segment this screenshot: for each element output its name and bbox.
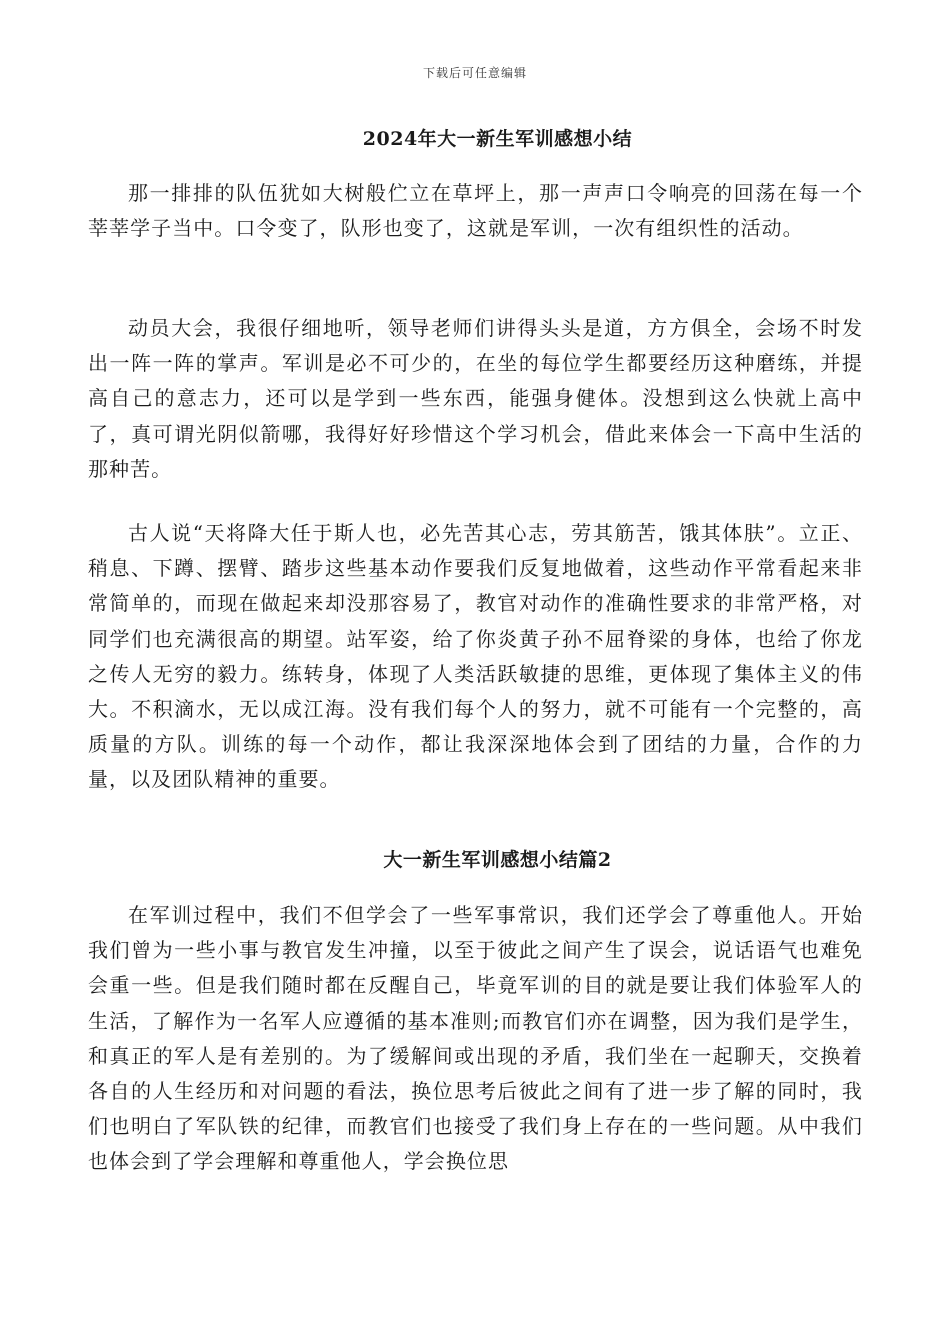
section-2-title: 大一新生军训感想小结篇2 <box>383 849 612 871</box>
paragraph-3: 古人说“天将降大任于斯人也，必先苦其心志，劳其筋苦，饿其体肤”。立正、稍息、下蹲、摆臂、踏步这些基本动作要我们反复地做着，这些动作平常看起来非常简单的，而现在做起来却没那容易了，教官对动作的准确性要求的非常严格，对同学们也充满很高的期望。站军姿，给了你炎黄子孙不屈脊梁的身体，也给了你龙之传人无穷的毅力。练转身，体现了人类活跃敏捷的思维，更体现了集体主义的伟大。不积滴水，无以成江海。没有我们每个人的努力，就不可能有一个完整的，高质量的方队。训练的每一个动作，都让我深深地体会到了团结的力量，合作的力量，以及团队精神的重要。 <box>88 521 863 792</box>
document-title: 2024年大一新生军训感想小结 <box>362 128 633 150</box>
paragraph-1: 那一排排的队伍犹如大树般伫立在草坪上，那一声声口令响亮的回荡在每一个莘莘学子当中。口令变了，队形也变了，这就是军训，一次有组织性的活动。 <box>88 181 863 241</box>
header-note: 下载后可任意编辑 <box>422 66 527 80</box>
paragraph-2: 动员大会，我很仔细地听，领导老师们讲得头头是道，方方俱全，会场不时发出一阵一阵的掌声。军训是必不可少的，在坐的每位学生都要经历这种磨练，并提高自己的意志力，还可以是学到一些东西，能强身健体。没想到这么快就上高中了，真可谓光阴似箭哪，我得好好珍惜这个学习机会，借此来体会一下高中生活的那种苦。 <box>88 316 863 481</box>
paragraph-4: 在军训过程中，我们不但学会了一些军事常识，我们还学会了尊重他人。开始我们曾为一些小事与教官发生冲撞，以至于彼此之间产生了误会，说话语气也难免会重一些。但是我们随时都在反醒自己，毕竟军训的目的就是要让我们体验军人的生活，了解作为一名军人应遵循的基本准则;而教官们亦在调整，因为我们是学生，和真正的军人是有差别的。为了缓解间或出现的矛盾，我们坐在一起聊天，交换着各自的人生经历和对问题的看法，换位思考后彼此之间有了进一步了解的同时，我们也明白了军队铁的纪律，而教官们也接受了我们身上存在的一些问题。从中我们也体会到了学会理解和尊重他人，学会换位思 <box>88 903 863 1174</box>
